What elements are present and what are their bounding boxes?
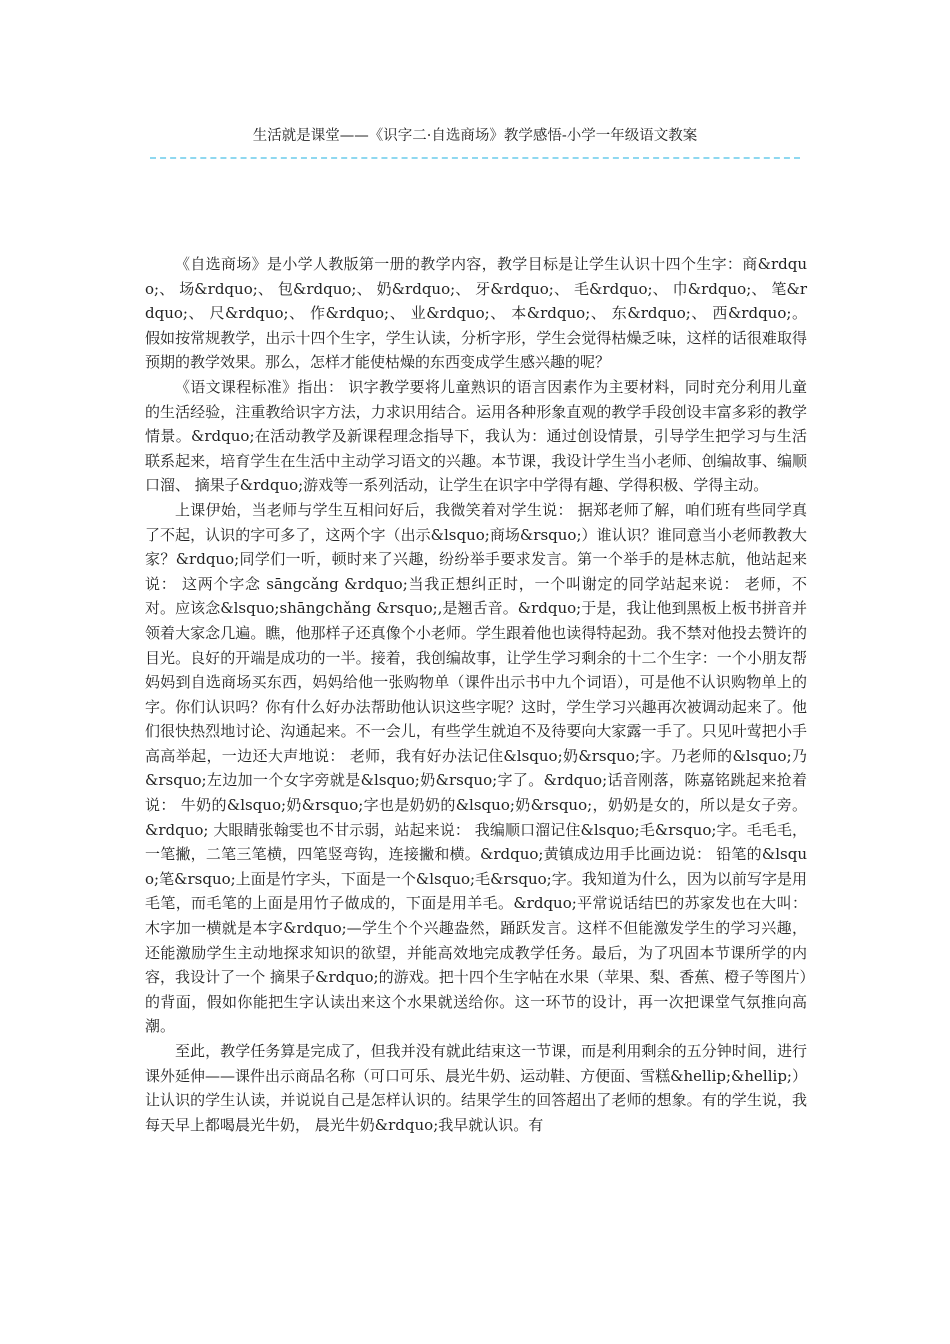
title-divider <box>150 157 800 159</box>
paragraph-curriculum-standard: 《语文课程标准》指出： 识字教学要将儿童熟识的语言因素作为主要材料，同时充分利用儿童的生活经验，注重教给识字方法，力求识用结合。运用各种形象直观的教学手段创设丰富多彩的教学情景。&rdquo;在活动教学及新课程理念指导下，我认为：通过创设情景，引导学生把学习与生活联系起来，培育学生在生活中主动学习语文的兴趣。本节课，我设计学生当小老师、创编故事、编顺口溜、 摘果子&rdquo;游戏等一系列活动，让学生在识字中学得有趣、学得积极、学得主动。 <box>145 377 807 495</box>
document-title: 生活就是课堂——《识字二·自选商场》教学感悟-小学一年级语文教案 <box>252 128 698 144</box>
paragraph-classroom-process: 上课伊始，当老师与学生互相问好后，我微笑着对学生说： 据郑老师了解，咱们班有些同学真了不起，认识的字可多了，这两个字（出示&lsquo;商场&rsquo;）谁认识？谁同意当小老师教教大家？&rdquo;同学们一听，顿时来了兴趣，纷纷举手要求发言。第一个举手的是林志航，他站起来说： 这两个字念 sāngcǎng &rdquo;当我正想纠正时，一个叫谢定的同学站起来说： 老师，不对。应该念&lsquo;shāngchǎng &rsquo;,是翘舌音。&rdquo;于是，我让他到黑板上板书拼音并领着大家念几遍。瞧，他那样子还真像个小老师。学生跟着他也读得特起劲。我不禁对他投去赞许的目光。良好的开端是成功的一半。接着，我创编故事，让学生学习剩余的十二个生字：一个小朋友帮妈妈到自选商场买东西，妈妈给他一张购物单（课件出示书中九个词语），可是他不认识购物单上的字。你们认识吗？你有什么好办法帮助他认识这些字呢？这时，学生学习兴趣再次被调动起来了。他们很快热烈地讨论、沟通起来。不一会儿，有些学生就迫不及待要向大家露一手了。只见叶莺把小手高高举起，一边还大声地说： 老师，我有好办法记住&lsquo;奶&rsquo;字。乃老师的&lsquo;乃&rsquo;左边加一个女字旁就是&lsquo;奶&rsquo;字了。&rdquo;话音刚落，陈嘉铭跳起来抢着说： 牛奶的&lsquo;奶&rsquo;字也是奶奶的&lsquo;奶&rsquo;，奶奶是女的，所以是女子旁。&rdquo; 大眼睛张翰雯也不甘示弱，站起来说： 我编顺口溜记住&lsquo;毛&rsquo;字。毛毛毛，一笔撇，二笔三笔横，四笔竖弯钩，连接撇和横。&rdquo;黄镇成边用手比画边说： 铅笔的&lsquo;笔&rsquo;上面是竹字头，下面是一个&lsquo;毛&rsquo;字。我知道为什么，因为以前写字是用毛笔，而毛笔的上面是用竹子做成的，下面是用羊毛。&rdquo;平常说话结巴的苏家发也在大叫： 木字加一横就是本字&rdquo;—学生个个兴趣盎然，踊跃发言。这样不但能激发学生的学习兴趣，还能激励学生主动地探求知识的欲望，并能高效地完成教学任务。最后，为了巩固本节课所学的内容，我设计了一个 摘果子&rdquo;的游戏。把十四个生字帖在水果（苹果、梨、香蕉、橙子等图片）的背面，假如你能把生字认读出来这个水果就送给你。这一环节的设计，再一次把课堂气氛推向高潮。 <box>145 500 807 1036</box>
paragraph-intro: 《自选商场》是小学人教版第一册的教学内容，教学目标是让学生认识十四个生字：商&rdquo;、 场&rdquo;、 包&rdquo;、 奶&rdquo;、 牙&rdquo;、 毛&rdquo;、 巾&rdquo;、 笔&rdquo;、 尺&rdquo;、 作&rdquo;、 业&rdquo;、 本&rdquo;、 东&rdquo;、 西&rdquo;。假如按常规教学，出示十四个生字，学生认读，分析字形，学生会觉得枯燥乏味，这样的话很难取得预期的教学效果。那么，怎样才能使枯燥的东西变成学生感兴趣的呢？ <box>145 255 807 372</box>
paragraph-extension: 至此，教学任务算是完成了，但我并没有就此结束这一节课，而是利用剩余的五分钟时间，进行课外延伸——课件出示商品名称（可口可乐、晨光牛奶、运动鞋、方便面、雪糕&hellip;&hellip;）让认识的学生认读，并说说自己是怎样认识的。结果学生的回答超出了老师的想象。有的学生说，我每天早上都喝晨光牛奶， 晨光牛奶&rdquo;我早就认识。有 <box>145 1042 807 1134</box>
document-body <box>145 252 807 1137</box>
